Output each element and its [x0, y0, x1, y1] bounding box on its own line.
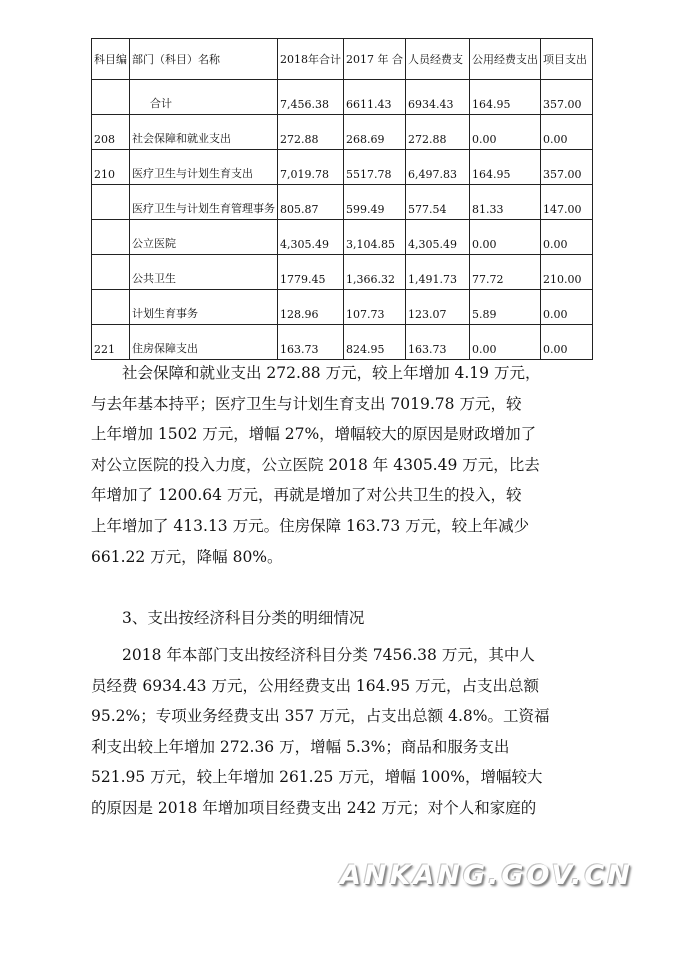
value-cell: 5.89 — [470, 290, 541, 325]
value-cell: 6934.43 — [406, 80, 470, 115]
code-cell: 208 — [92, 115, 130, 150]
text-line: 的原因是 2018 年增加项目经费支出 242 万元；对个人和家庭的 — [91, 798, 537, 817]
table-row — [92, 220, 593, 255]
value-cell: 0.00 — [541, 115, 593, 150]
name-cell: 医疗卫生与计划生育支出 — [130, 150, 278, 185]
table-row — [92, 325, 593, 360]
header-cell: 2018年合计 — [278, 39, 344, 80]
code-cell — [92, 290, 130, 325]
body-paragraph-2 — [91, 640, 591, 824]
value-cell: 163.73 — [406, 325, 470, 360]
value-cell: 272.88 — [406, 115, 470, 150]
body-paragraph-1 — [91, 358, 591, 572]
text-line: 661.22 万元，降幅 80%。 — [91, 547, 283, 566]
header-cell: 科目编 — [92, 39, 130, 80]
value-cell: 0.00 — [541, 325, 593, 360]
name-cell: 医疗卫生与计划生育管理事务 — [130, 185, 278, 220]
heading-text: 3、支出按经济科目分类的明细情况 — [122, 609, 365, 627]
code-cell: 221 — [92, 325, 130, 360]
header-cell: 项目支出 — [541, 39, 593, 80]
value-cell: 1,366.32 — [344, 255, 406, 290]
table-header-row — [92, 39, 593, 80]
value-cell: 6611.43 — [344, 80, 406, 115]
value-cell: 81.33 — [470, 185, 541, 220]
value-cell: 0.00 — [541, 290, 593, 325]
value-cell: 123.07 — [406, 290, 470, 325]
header-cell: 2017 年 合 — [344, 39, 406, 80]
name-cell: 住房保障支出 — [130, 325, 278, 360]
text-line: 上年增加 1502 万元，增幅 27%，增幅较大的原因是财政增加了 — [91, 425, 537, 444]
table-row — [92, 255, 593, 290]
table-row — [92, 115, 593, 150]
code-cell — [92, 80, 130, 115]
table-row — [92, 290, 593, 325]
value-cell: 77.72 — [470, 255, 541, 290]
value-cell: 357.00 — [541, 80, 593, 115]
table-row — [92, 80, 593, 115]
value-cell: 147.00 — [541, 185, 593, 220]
value-cell: 0.00 — [470, 115, 541, 150]
text-line: 对公立医院的投入力度，公立医院 2018 年 4305.49 万元，比去 — [91, 455, 540, 474]
value-cell: 824.95 — [344, 325, 406, 360]
value-cell: 3,104.85 — [344, 220, 406, 255]
text-line: 521.95 万元，较上年增加 261.25 万元，增幅 100%，增幅较大 — [91, 768, 543, 787]
budget-table — [91, 38, 593, 360]
name-cell: 合计 — [130, 80, 278, 115]
value-cell: 4,305.49 — [406, 220, 470, 255]
value-cell: 107.73 — [344, 290, 406, 325]
header-cell: 公用经费支出 — [470, 39, 541, 80]
watermark: ANKANG.GOV.CN — [340, 860, 633, 891]
value-cell: 0.00 — [541, 220, 593, 255]
code-cell: 210 — [92, 150, 130, 185]
text-line: 利支出较上年增加 272.36 万，增幅 5.3%；商品和服务支出 — [91, 737, 510, 756]
value-cell: 210.00 — [541, 255, 593, 290]
value-cell: 272.88 — [278, 115, 344, 150]
value-cell: 128.96 — [278, 290, 344, 325]
header-cell: 人员经费支 — [406, 39, 470, 80]
section-heading — [91, 603, 591, 634]
value-cell: 164.95 — [470, 80, 541, 115]
value-cell: 268.69 — [344, 115, 406, 150]
text-line: 95.2%；专项业务经费支出 357 万元，占支出总额 4.8%。工资福 — [91, 707, 550, 726]
text-line: 上年增加了 413.13 万元。住房保障 163.73 万元，较上年减少 — [91, 516, 530, 535]
value-cell: 4,305.49 — [278, 220, 344, 255]
name-cell: 公共卫生 — [130, 255, 278, 290]
value-cell: 6,497.83 — [406, 150, 470, 185]
value-cell: 5517.78 — [344, 150, 406, 185]
value-cell: 357.00 — [541, 150, 593, 185]
value-cell: 1779.45 — [278, 255, 344, 290]
code-cell — [92, 185, 130, 220]
table-row — [92, 150, 593, 185]
name-cell: 社会保障和就业支出 — [130, 115, 278, 150]
value-cell: 805.87 — [278, 185, 344, 220]
name-cell: 计划生育事务 — [130, 290, 278, 325]
value-cell: 7,456.38 — [278, 80, 344, 115]
text-line: 2018 年本部门支出按经济科目分类 7456.38 万元，其中人 — [122, 646, 535, 664]
code-cell — [92, 220, 130, 255]
text-line: 社会保障和就业支出 272.88 万元，较上年增加 4.19 万元， — [122, 364, 541, 382]
header-cell: 部门（科目）名称 — [130, 39, 278, 80]
table-row — [92, 185, 593, 220]
value-cell: 577.54 — [406, 185, 470, 220]
text-line: 员经费 6934.43 万元，公用经费支出 164.95 万元，占支出总额 — [91, 676, 540, 695]
code-cell — [92, 255, 130, 290]
value-cell: 599.49 — [344, 185, 406, 220]
value-cell: 164.95 — [470, 150, 541, 185]
value-cell: 1,491.73 — [406, 255, 470, 290]
value-cell: 163.73 — [278, 325, 344, 360]
value-cell: 7,019.78 — [278, 150, 344, 185]
name-cell: 公立医院 — [130, 220, 278, 255]
text-line: 与去年基本持平；医疗卫生与计划生育支出 7019.78 万元，较 — [91, 394, 522, 413]
value-cell: 0.00 — [470, 220, 541, 255]
value-cell: 0.00 — [470, 325, 541, 360]
text-line: 年增加了 1200.64 万元，再就是增加了对公共卫生的投入，较 — [91, 486, 522, 505]
